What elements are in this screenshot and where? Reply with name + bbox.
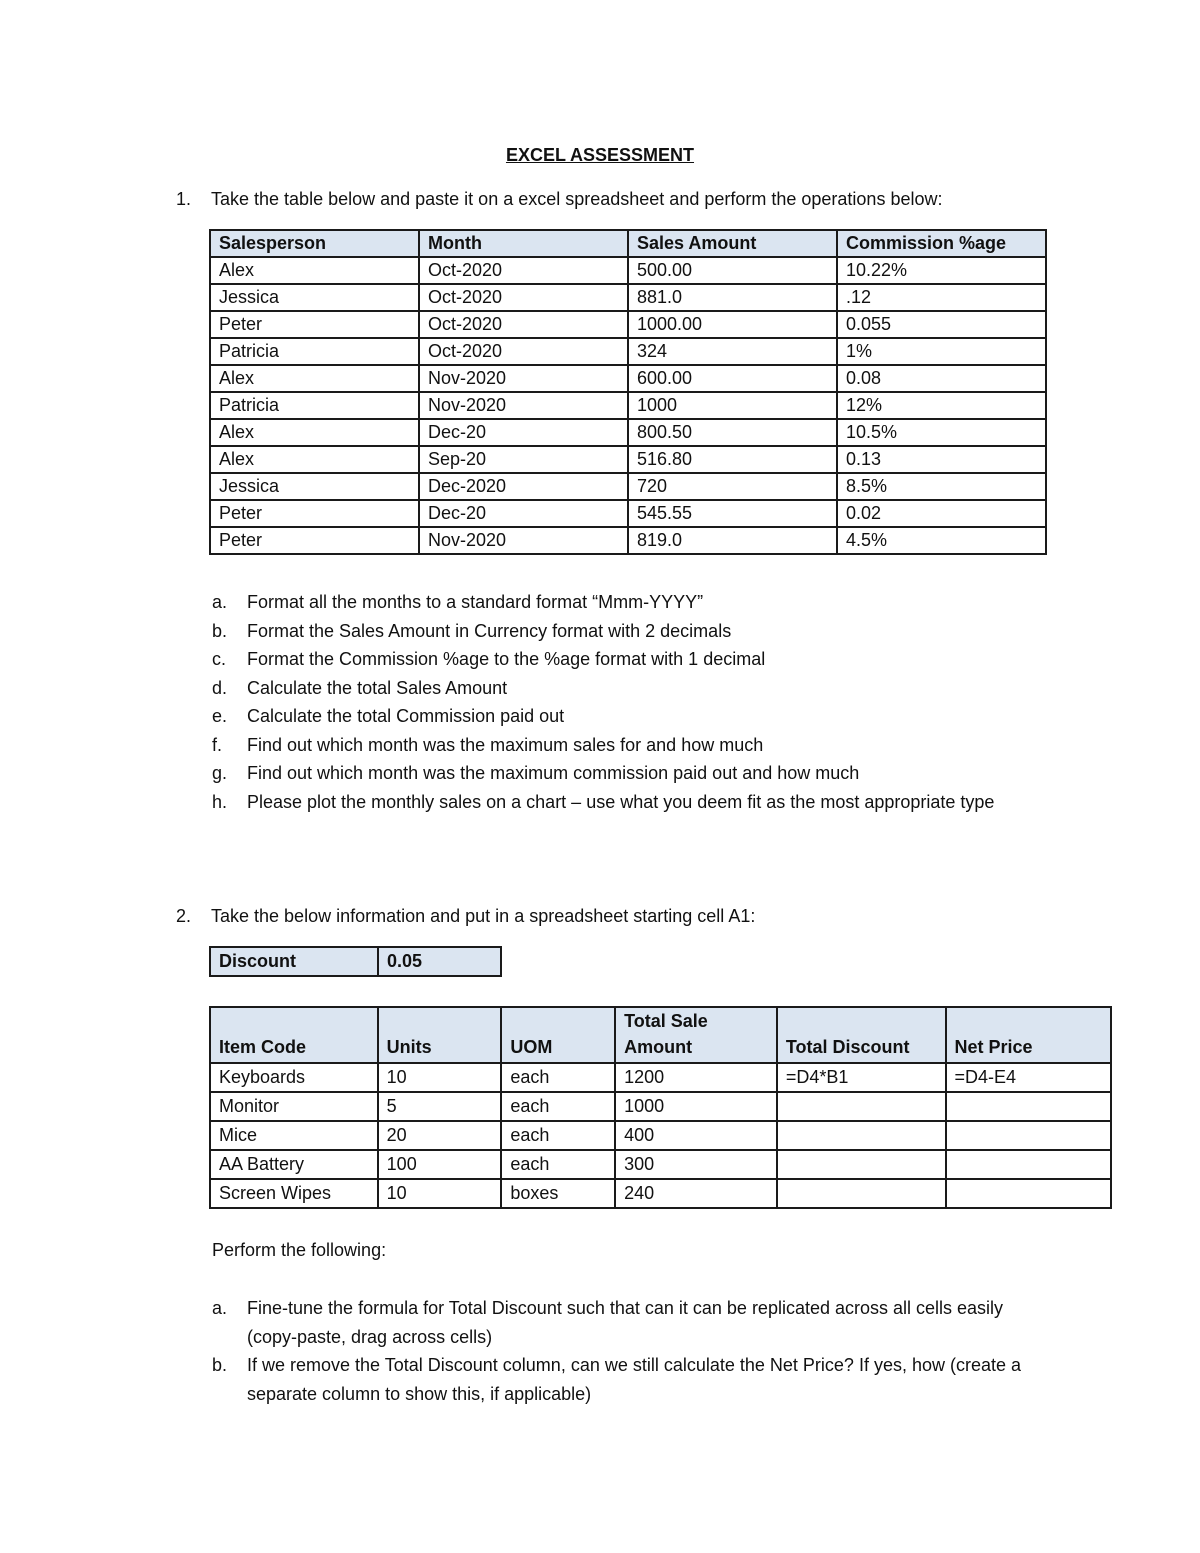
table-cell: Peter [210,311,419,338]
table-cell: Alex [210,257,419,284]
table-row [210,284,1046,311]
list-marker: b. [212,1355,228,1375]
list-item [212,702,1032,731]
list-item-text: Find out which month was the maximum sales for and how much [247,734,764,755]
list-item [212,731,1032,760]
table-cell: 0.02 [837,500,1046,527]
table-cell: Monitor [210,1092,378,1121]
table-cell: each [501,1150,615,1179]
task-list [212,1294,1042,1408]
table-cell: 720 [628,473,837,500]
header-cell: Commission %age [837,230,1046,257]
table-row [210,473,1046,500]
table-cell: 1000 [628,392,837,419]
table-cell: 0.055 [837,311,1046,338]
table-cell: Keyboards [210,1063,378,1092]
table-cell: =D4-E4 [946,1063,1112,1092]
table-cell: 4.5% [837,527,1046,554]
table-row [210,446,1046,473]
question-text: Take the table below and paste it on a excel spreadsheet and perform the operations below: [211,189,943,209]
header-cell: UOM [501,1007,615,1063]
list-item-text: If we remove the Total Discount column, can we still calculate the Net Price? If yes, how (create a separate column to show this, if applicable) [247,1355,1022,1404]
list-marker: e. [212,706,228,726]
list-marker: g. [212,763,228,783]
table-cell: 0.08 [837,365,1046,392]
perform-heading: Perform the following: [212,1240,387,1260]
table-row [210,947,501,976]
table-cell: 0.13 [837,446,1046,473]
list-item-text: Please plot the monthly sales on a chart – use what you deem fit as the most appropriate type [247,791,995,812]
table-cell: Dec-2020 [419,473,628,500]
list-item [212,788,1032,817]
table-cell [777,1121,946,1150]
table-cell [946,1121,1112,1150]
discount-table [209,946,502,977]
table-cell: 1000 [615,1092,777,1121]
header-cell: Total Discount [777,1007,946,1063]
table-row [210,527,1046,554]
header-cell: Item Code [210,1007,378,1063]
header-cell: Sales Amount [628,230,837,257]
table-cell: boxes [501,1179,615,1208]
list-item [212,617,1032,646]
list-item [212,588,1032,617]
table-cell: Dec-20 [419,500,628,527]
table-cell: Oct-2020 [419,338,628,365]
header-cell: Salesperson [210,230,419,257]
list-item [212,674,1032,703]
table-cell: Sep-20 [419,446,628,473]
table-cell: 600.00 [628,365,837,392]
table-cell: 10.22% [837,257,1046,284]
table-cell [946,1150,1112,1179]
discount-label: Discount [210,947,378,976]
table-header-row [210,1007,1111,1063]
table-cell: 324 [628,338,837,365]
table-row [210,419,1046,446]
table-row [210,1150,1111,1179]
table-row [210,1121,1111,1150]
discount-value: 0.05 [378,947,501,976]
list-item-text: Calculate the total Sales Amount [247,677,508,698]
list-item-text: Format the Commission %age to the %age format with 1 decimal [247,649,766,669]
table-cell [777,1150,946,1179]
table-cell [946,1179,1112,1208]
table-cell: 881.0 [628,284,837,311]
table-cell: Jessica [210,284,419,311]
list-item-text: Format all the months to a standard format “Mmm-YYYY” [247,592,704,612]
table-cell [946,1092,1112,1121]
list-item [212,1351,1042,1408]
table-cell: Alex [210,365,419,392]
table-cell: Peter [210,527,419,554]
table-cell: 12% [837,392,1046,419]
header-cell: Units [378,1007,502,1063]
table-cell: Peter [210,500,419,527]
table-cell: Nov-2020 [419,527,628,554]
table-cell: 8.5% [837,473,1046,500]
table-cell: Jessica [210,473,419,500]
table-header-row [210,230,1046,257]
list-item-text: Find out which month was the maximum commission paid out and how much [247,763,860,783]
header-cell: Net Price [946,1007,1112,1063]
page-title: EXCEL ASSESSMENT [505,145,695,165]
table-row [210,1092,1111,1121]
list-marker: b. [212,620,228,641]
list-marker: f. [212,734,223,755]
table-cell: Alex [210,419,419,446]
question-1 [176,189,942,210]
table-cell: Oct-2020 [419,311,628,338]
table-cell: Mice [210,1121,378,1150]
table-cell: 400 [615,1121,777,1150]
list-marker: a. [212,592,228,612]
list-item [212,645,1032,674]
table-cell: 500.00 [628,257,837,284]
table-cell: 300 [615,1150,777,1179]
table-cell: Patricia [210,392,419,419]
list-item-text: Calculate the total Commission paid out [247,706,565,726]
table-cell: 100 [378,1150,502,1179]
table-cell: =D4*B1 [777,1063,946,1092]
table-cell: 240 [615,1179,777,1208]
table-row [210,1179,1111,1208]
items-table [209,1006,1112,1209]
list-marker: h. [212,791,228,812]
table-cell: Screen Wipes [210,1179,378,1208]
table-cell: Nov-2020 [419,392,628,419]
table-cell: AA Battery [210,1150,378,1179]
table-cell: Dec-20 [419,419,628,446]
question-2 [176,906,755,927]
table-cell: 1% [837,338,1046,365]
table-cell: 545.55 [628,500,837,527]
table-cell: 800.50 [628,419,837,446]
table-cell: 10 [378,1179,502,1208]
table-cell [777,1179,946,1208]
table-cell [777,1092,946,1121]
table-row [210,365,1046,392]
table-cell: each [501,1063,615,1092]
table-cell: 5 [378,1092,502,1121]
table-cell: Oct-2020 [419,257,628,284]
table-cell: 10.5% [837,419,1046,446]
list-item-text: Fine-tune the formula for Total Discount such that can it can be replicated across all cells easily (copy-paste, drag across cells) [247,1298,1004,1347]
list-item [212,1294,1042,1351]
table-cell: 1200 [615,1063,777,1092]
sales-table [209,229,1047,555]
question-number: 1. [176,189,192,209]
table-cell: Nov-2020 [419,365,628,392]
task-list [212,588,1032,816]
list-item-text: Format the Sales Amount in Currency format with 2 decimals [247,620,732,641]
table-cell: 1000.00 [628,311,837,338]
header-cell: Month [419,230,628,257]
table-cell: Oct-2020 [419,284,628,311]
table-cell: 819.0 [628,527,837,554]
question-text: Take the below information and put in a spreadsheet starting cell A1: [211,906,756,926]
list-marker: d. [212,677,228,698]
table-cell: Patricia [210,338,419,365]
question-number: 2. [176,906,192,926]
table-row [210,257,1046,284]
table-cell: each [501,1121,615,1150]
table-row [210,1063,1111,1092]
table-cell: .12 [837,284,1046,311]
table-row [210,500,1046,527]
table-cell: Alex [210,446,419,473]
table-cell: 516.80 [628,446,837,473]
header-cell: Total Sale Amount [615,1007,777,1063]
table-row [210,338,1046,365]
table-cell: 10 [378,1063,502,1092]
table-cell: each [501,1092,615,1121]
table-row [210,392,1046,419]
table-cell: 20 [378,1121,502,1150]
list-marker: a. [212,1298,228,1318]
list-marker: c. [212,649,227,669]
list-item [212,759,1032,788]
table-row [210,311,1046,338]
